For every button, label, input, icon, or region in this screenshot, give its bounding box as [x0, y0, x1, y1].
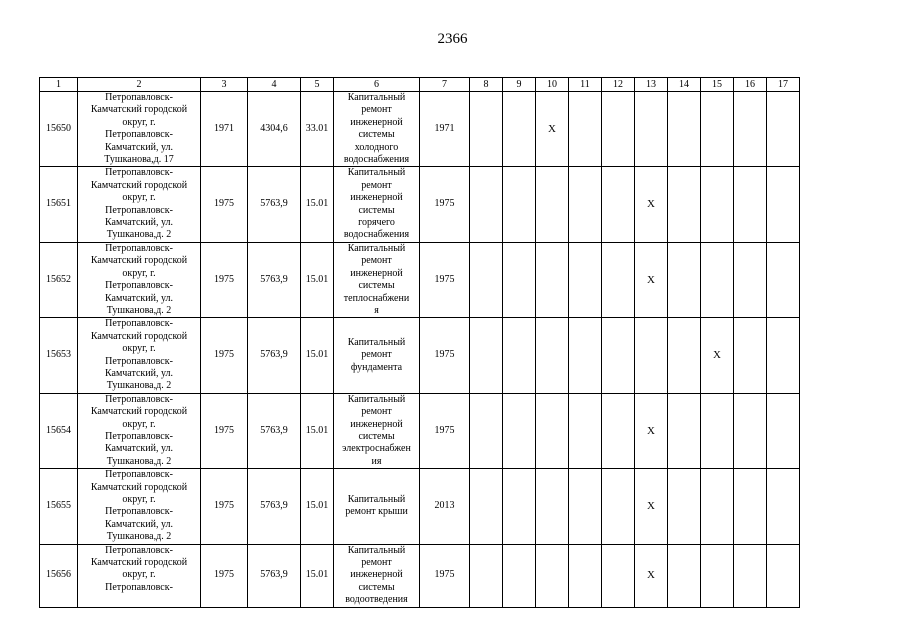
mark-cell-col-10: [536, 393, 569, 468]
column-header-9: 9: [503, 78, 536, 92]
year-built-cell: 1975: [201, 469, 248, 544]
code-cell: 15.01: [301, 393, 334, 468]
column-header-14: 14: [668, 78, 701, 92]
mark-cell-col-9: [503, 242, 536, 317]
record-id: 15653: [40, 318, 78, 393]
column-header-3: 3: [201, 78, 248, 92]
table-row: [40, 242, 800, 317]
mark-cell-col-12: [602, 167, 635, 242]
mark-cell-col-16: [734, 167, 767, 242]
mark-cell-col-16: [734, 544, 767, 607]
mark-cell-col-17: [767, 544, 800, 607]
mark-cell-col-9: [503, 167, 536, 242]
address-cell: Петропавловск- Камчатский городской округ, г. Петропавловск- Камчатский, ул. Тушканова,д. 2: [78, 469, 201, 544]
code-cell: 33.01: [301, 92, 334, 167]
table-row: [40, 393, 800, 468]
column-header-11: 11: [569, 78, 602, 92]
mark-cell-col-9: [503, 318, 536, 393]
area-cell: 5763,9: [248, 167, 301, 242]
mark-cell-col-14: [668, 469, 701, 544]
column-header-13: 13: [635, 78, 668, 92]
mark-cell-col-14: [668, 393, 701, 468]
mark-cell-col-11: [569, 469, 602, 544]
column-header-10: 10: [536, 78, 569, 92]
mark-cell-col-16: [734, 242, 767, 317]
table-row: [40, 167, 800, 242]
year-built-cell: 1975: [201, 393, 248, 468]
mark-cell-col-16: [734, 318, 767, 393]
year-cell: 1975: [420, 242, 470, 317]
area-cell: 5763,9: [248, 242, 301, 317]
mark-cell-col-12: [602, 92, 635, 167]
mark-cell-col-12: [602, 318, 635, 393]
code-cell: 15.01: [301, 167, 334, 242]
code-cell: 15.01: [301, 318, 334, 393]
address-cell: Петропавловск- Камчатский городской округ, г. Петропавловск-: [78, 544, 201, 607]
record-id: 15650: [40, 92, 78, 167]
mark-cell-col-13: [635, 92, 668, 167]
mark-cell-col-15: [701, 242, 734, 317]
mark-cell-col-17: [767, 242, 800, 317]
column-header-4: 4: [248, 78, 301, 92]
mark-cell-col-14: [668, 242, 701, 317]
mark-cell-col-12: [602, 393, 635, 468]
column-header-15: 15: [701, 78, 734, 92]
table-row: [40, 544, 800, 607]
address-cell: Петропавловск- Камчатский городской округ, г. Петропавловск- Камчатский, ул. Тушканова,д. 2: [78, 318, 201, 393]
year-cell: 1975: [420, 544, 470, 607]
column-header-6: 6: [334, 78, 420, 92]
record-id: 15652: [40, 242, 78, 317]
code-cell: 15.01: [301, 544, 334, 607]
mark-cell-col-9: [503, 469, 536, 544]
table-row: [40, 92, 800, 167]
column-header-2: 2: [78, 78, 201, 92]
mark-cell-col-14: [668, 167, 701, 242]
year-built-cell: 1975: [201, 242, 248, 317]
repair-program-table: [39, 77, 800, 608]
year-built-cell: 1975: [201, 544, 248, 607]
area-cell: 5763,9: [248, 469, 301, 544]
year-cell: 1975: [420, 318, 470, 393]
column-header-17: 17: [767, 78, 800, 92]
column-header-12: 12: [602, 78, 635, 92]
address-cell: Петропавловск- Камчатский городской округ, г. Петропавловск- Камчатский, ул. Тушканова,д. 2: [78, 242, 201, 317]
mark-cell-col-17: [767, 318, 800, 393]
area-cell: 5763,9: [248, 393, 301, 468]
year-built-cell: 1975: [201, 318, 248, 393]
address-cell: Петропавловск- Камчатский городской округ, г. Петропавловск- Камчатский, ул. Тушканова,д. 17: [78, 92, 201, 167]
table-row: [40, 469, 800, 544]
year-cell: 1975: [420, 167, 470, 242]
record-id: 15651: [40, 167, 78, 242]
mark-cell-col-8: [470, 544, 503, 607]
year-cell: 2013: [420, 469, 470, 544]
column-header-8: 8: [470, 78, 503, 92]
mark-cell-col-8: [470, 318, 503, 393]
mark-cell-col-14: [668, 92, 701, 167]
column-header-1: 1: [40, 78, 78, 92]
mark-cell-col-8: [470, 242, 503, 317]
column-header-16: 16: [734, 78, 767, 92]
work-type-cell: Капитальный ремонт инженерной системы теплоснабжени я: [334, 242, 420, 317]
work-type-cell: Капитальный ремонт инженерной системы горячего водоснабжения: [334, 167, 420, 242]
mark-cell-col-11: [569, 167, 602, 242]
column-header-7: 7: [420, 78, 470, 92]
mark-cell-col-10: [536, 242, 569, 317]
mark-cell-col-11: [569, 393, 602, 468]
year-built-cell: 1971: [201, 92, 248, 167]
area-cell: 5763,9: [248, 544, 301, 607]
work-type-cell: Капитальный ремонт инженерной системы водоотведения: [334, 544, 420, 607]
mark-cell-col-10: [536, 469, 569, 544]
year-built-cell: 1975: [201, 167, 248, 242]
mark-cell-col-13: X: [635, 544, 668, 607]
mark-cell-col-13: X: [635, 393, 668, 468]
work-type-cell: Капитальный ремонт инженерной системы электроснабжен ия: [334, 393, 420, 468]
mark-cell-col-11: [569, 544, 602, 607]
mark-cell-col-10: [536, 167, 569, 242]
year-cell: 1971: [420, 92, 470, 167]
mark-cell-col-12: [602, 469, 635, 544]
work-type-cell: Капитальный ремонт фундамента: [334, 318, 420, 393]
mark-cell-col-12: [602, 242, 635, 317]
table-row: [40, 318, 800, 393]
mark-cell-col-17: [767, 469, 800, 544]
record-id: 15654: [40, 393, 78, 468]
code-cell: 15.01: [301, 469, 334, 544]
mark-cell-col-15: [701, 92, 734, 167]
mark-cell-col-9: [503, 393, 536, 468]
mark-cell-col-14: [668, 318, 701, 393]
mark-cell-col-15: [701, 469, 734, 544]
mark-cell-col-8: [470, 393, 503, 468]
mark-cell-col-9: [503, 92, 536, 167]
work-type-cell: Капитальный ремонт инженерной системы холодного водоснабжения: [334, 92, 420, 167]
area-cell: 4304,6: [248, 92, 301, 167]
area-cell: 5763,9: [248, 318, 301, 393]
mark-cell-col-13: X: [635, 167, 668, 242]
mark-cell-col-11: [569, 92, 602, 167]
page-number: 2366: [437, 31, 468, 47]
mark-cell-col-17: [767, 167, 800, 242]
mark-cell-col-16: [734, 393, 767, 468]
mark-cell-col-11: [569, 242, 602, 317]
work-type-cell: Капитальный ремонт крыши: [334, 469, 420, 544]
mark-cell-col-13: X: [635, 469, 668, 544]
mark-cell-col-12: [602, 544, 635, 607]
mark-cell-col-14: [668, 544, 701, 607]
mark-cell-col-15: X: [701, 318, 734, 393]
code-cell: 15.01: [301, 242, 334, 317]
mark-cell-col-8: [470, 469, 503, 544]
mark-cell-col-13: X: [635, 242, 668, 317]
address-cell: Петропавловск- Камчатский городской округ, г. Петропавловск- Камчатский, ул. Тушканова,д. 2: [78, 167, 201, 242]
mark-cell-col-8: [470, 92, 503, 167]
mark-cell-col-15: [701, 544, 734, 607]
mark-cell-col-17: [767, 393, 800, 468]
mark-cell-col-10: X: [536, 92, 569, 167]
column-header-5: 5: [301, 78, 334, 92]
address-cell: Петропавловск- Камчатский городской округ, г. Петропавловск- Камчатский, ул. Тушканова,д. 2: [78, 393, 201, 468]
mark-cell-col-8: [470, 167, 503, 242]
year-cell: 1975: [420, 393, 470, 468]
column-number-row: [40, 78, 800, 92]
mark-cell-col-15: [701, 393, 734, 468]
record-id: 15655: [40, 469, 78, 544]
mark-cell-col-16: [734, 469, 767, 544]
mark-cell-col-16: [734, 92, 767, 167]
mark-cell-col-9: [503, 544, 536, 607]
mark-cell-col-11: [569, 318, 602, 393]
record-id: 15656: [40, 544, 78, 607]
mark-cell-col-17: [767, 92, 800, 167]
mark-cell-col-13: [635, 318, 668, 393]
mark-cell-col-10: [536, 544, 569, 607]
mark-cell-col-15: [701, 167, 734, 242]
mark-cell-col-10: [536, 318, 569, 393]
